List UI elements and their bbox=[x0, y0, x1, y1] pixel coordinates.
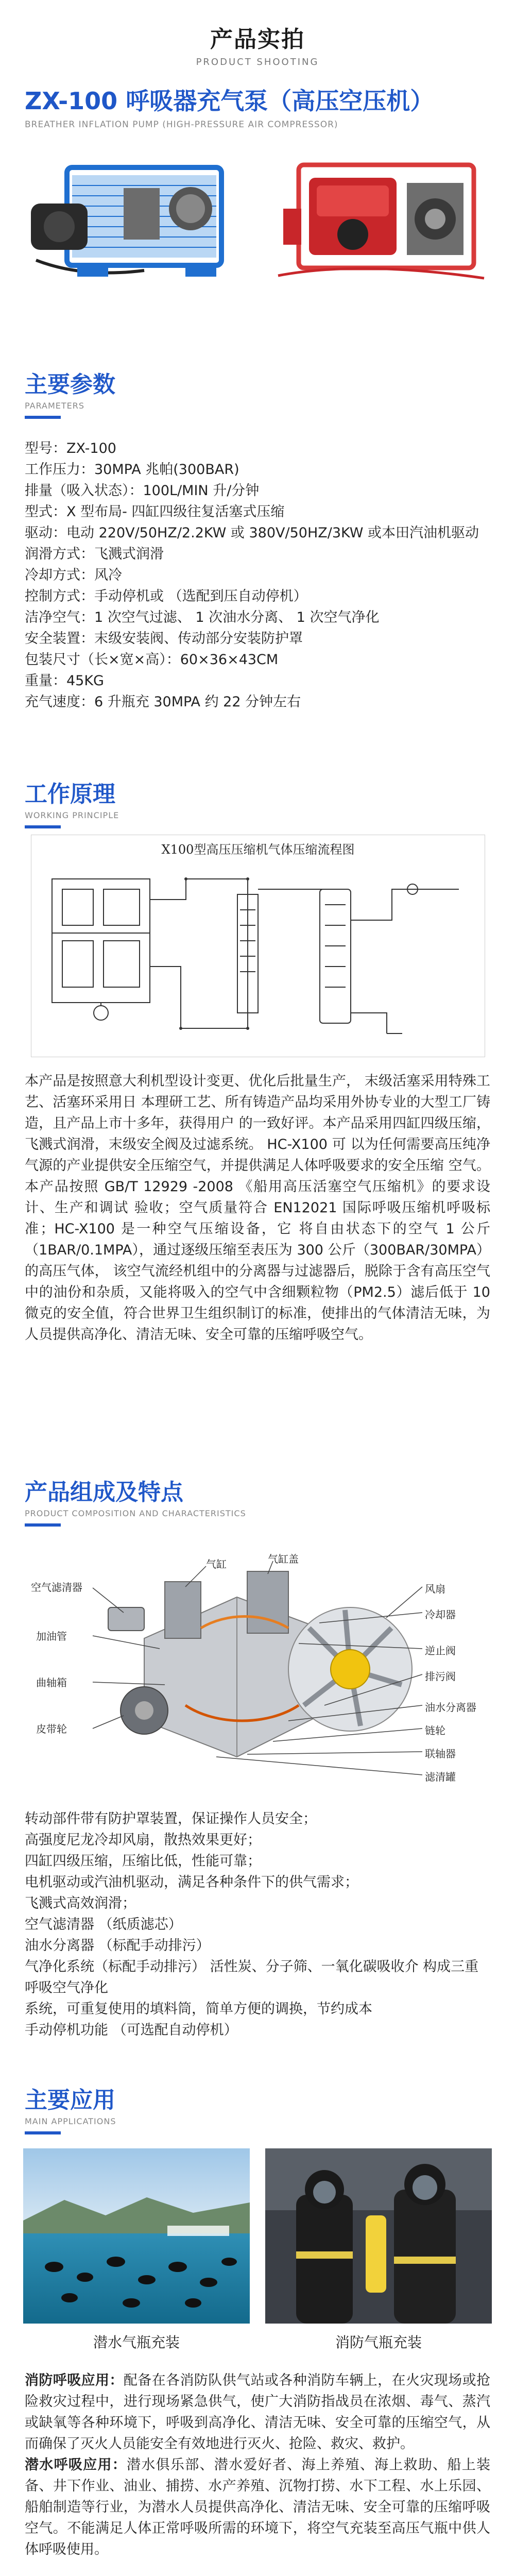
product-photo-gasoline bbox=[268, 147, 494, 286]
param-line: 润滑方式：飞溅式润滑 bbox=[25, 546, 164, 562]
composition-title-bar bbox=[25, 1523, 61, 1527]
caption-firefighting: 消防气瓶充装 bbox=[335, 2334, 422, 2351]
compressor-gasoline-image bbox=[268, 147, 494, 286]
composition-title-en: PRODUCT COMPOSITION AND CHARACTERISTICS bbox=[25, 1509, 246, 1518]
page-header bbox=[0, 21, 515, 67]
page-title: 产品实拍 bbox=[210, 26, 305, 53]
flow-diagram-drawing bbox=[31, 858, 485, 1054]
feature-line: 转动部件带有防护罩装置，保证操作人员安全； bbox=[25, 1811, 317, 1827]
principle-title: 工作原理 bbox=[25, 781, 115, 807]
product-name-en: BREATHER INFLATION PUMP (HIGH-PRESSURE AIR COMPRESSOR) bbox=[25, 120, 338, 130]
application-diving-label: 潜水呼吸应用： bbox=[25, 2457, 127, 2473]
param-line: 控制方式：手动停机或 （选配到压自动停机） bbox=[25, 588, 307, 604]
label-drain-valve: 排污阀 bbox=[425, 1670, 456, 1683]
app-photo-diving bbox=[23, 2148, 250, 2324]
feature-line: 气净化系统（标配手动排污） 活性炭、分子筛、一氧化碳吸收介 构成三重呼吸空气净化 bbox=[25, 1959, 479, 1996]
label-coupling: 联轴器 bbox=[425, 1748, 456, 1760]
compressor-electric-image bbox=[21, 147, 247, 286]
param-line: 洁净空气：1 次空气过滤、 1 次油水分离、 1 次空气净化 bbox=[25, 609, 380, 625]
label-check-valve: 逆止阀 bbox=[425, 1645, 456, 1657]
label-cooler: 冷却器 bbox=[425, 1608, 456, 1621]
params-title-bar bbox=[25, 416, 61, 419]
label-cylinder-head: 气缸盖 bbox=[268, 1553, 299, 1565]
label-fan: 风扇 bbox=[425, 1583, 445, 1595]
page-subtitle: PRODUCT SHOOTING bbox=[196, 57, 319, 67]
applications-title: 主要应用 bbox=[25, 2087, 115, 2113]
feature-line: 空气滤清器 （纸质滤芯） bbox=[25, 1917, 182, 1933]
firefighter-image bbox=[265, 2148, 492, 2324]
label-air-filter: 空气滤清器 bbox=[31, 1581, 82, 1594]
label-filter-tank: 滤清罐 bbox=[425, 1771, 456, 1783]
applications-title-en: MAIN APPLICATIONS bbox=[25, 2116, 116, 2126]
applications-section-head bbox=[0, 2081, 116, 2134]
application-fire bbox=[25, 2370, 490, 2454]
param-line: 冷却方式：风冷 bbox=[25, 567, 122, 583]
product-name: ZX-100 呼吸器充气泵（高压空压机） bbox=[25, 87, 434, 115]
label-cylinder: 气缸 bbox=[206, 1558, 227, 1570]
param-line: 排量（吸入状态）：100L/MIN 升/分钟 bbox=[25, 483, 260, 499]
diving-image bbox=[23, 2148, 250, 2324]
flow-diagram-title: X100型高压压缩机气体压缩流程图 bbox=[161, 842, 355, 857]
label-sprocket: 链轮 bbox=[425, 1724, 445, 1737]
principle-title-bar bbox=[25, 825, 61, 828]
composition-section-head bbox=[0, 1473, 246, 1527]
param-line: 型式：X 型布局- 四缸四级往复活塞式压缩 bbox=[25, 504, 285, 520]
composition-list bbox=[0, 1808, 515, 2041]
param-line: 充气速度：6 升瓶充 30MPA 约 22 分钟左右 bbox=[25, 694, 301, 710]
feature-line: 油水分离器 （标配手动排污） bbox=[25, 1938, 210, 1954]
param-line: 重量：45KG bbox=[25, 673, 104, 689]
params-list bbox=[0, 438, 515, 713]
principle-paragraph: 本产品是按照意大利机型设计变更、优化后批量生产， 末级活塞采用特殊工艺、活塞环采用日 本理研工艺、所有铸造产品均采用外协专业的大型工厂铸造，且产品上市十多年，获得用户 的一致好评。本产品采用四缸四级压缩，飞溅式润滑，末级安全阀及过滤系统。 HC-X100 可 以为任何需要高压纯净气源的产业提供安全压缩空气，并提供满足人体呼吸要求的安全压缩 空气。 本产品按照 GB/T 12929 -2008 《船用高压活塞空气压缩机》的要求设计、生产和调试 验收；空气质量符合 EN12021 国际呼吸压缩机呼吸标准；HC-X100 是一种空气压缩设备，它 将自由状态下的空气 1 公斤（1BAR/0.1MPA），通过逐级压缩至表压为 300 公斤（300BAR/30MPA）的高压气体， 该空气流经机组中的分离器与过滤器后，脱除于含有高压空气中的油份和杂质，又能将吸入的空气中含细颗粒物（PM2.5）滤后低于 10 微克的安全值，符合世界卫生组织制订的标准，使排出的气体清洁无味，为人员提供高净化、清洁无味、安全可靠的压缩呼吸空气。 bbox=[25, 1073, 490, 1343]
caption-diving: 潜水气瓶充装 bbox=[93, 2334, 180, 2351]
feature-line: 高强度尼龙冷却风扇，散热效果更好； bbox=[25, 1832, 261, 1848]
application-fire-label: 消防呼吸应用： bbox=[25, 2372, 124, 2388]
label-pulley: 皮带轮 bbox=[36, 1723, 67, 1735]
application-diving-text: 潜水俱乐部、潜水爱好者、海上养殖、海上救助、船上装备、井下作业、油业、捕捞、水产养殖、沉物打捞、水下工程、水上乐园、船舶制造等行业，为潜水人员提供高净化、清洁无味、安全可靠的压缩呼吸空气。不能满足人体正常呼吸所需的环境下，将空气充装至高压气瓶中供人体呼吸使用。 bbox=[25, 2457, 491, 2557]
feature-line: 四缸四级压缩，压缩比低，性能可靠； bbox=[25, 1853, 261, 1869]
params-section-head bbox=[0, 366, 115, 419]
feature-line: 手动停机功能 （可选配自动停机） bbox=[25, 2022, 238, 2038]
param-line: 工作压力：30MPA 兆帕(300BAR) bbox=[25, 462, 239, 478]
application-diving bbox=[25, 2454, 490, 2560]
params-title: 主要参数 bbox=[25, 371, 115, 398]
applications-title-bar bbox=[25, 2131, 61, 2134]
label-separator: 油水分离器 bbox=[425, 1701, 476, 1714]
flow-diagram bbox=[31, 835, 485, 1057]
params-title-en: PARAMETERS bbox=[25, 401, 85, 411]
feature-line: 系统，可重复使用的填料筒，简单方便的调换，节约成本 bbox=[25, 2001, 372, 2017]
param-line: 包装尺寸（长×宽×高）：60×36×43CM bbox=[25, 652, 279, 668]
feature-line: 电机驱动或汽油机驱动，满足各种条件下的供气需求； bbox=[25, 1874, 358, 1890]
param-line: 安全装置：末级安装阀、传动部分安装防护罩 bbox=[25, 631, 303, 647]
composition-title: 产品组成及特点 bbox=[25, 1479, 183, 1505]
compressor-exploded-view bbox=[31, 1551, 484, 1798]
product-photo-electric bbox=[21, 147, 247, 286]
app-photo-firefighting bbox=[265, 2148, 492, 2324]
param-line: 型号：ZX-100 bbox=[25, 440, 116, 456]
composition-diagram bbox=[31, 1551, 484, 1798]
feature-line: 飞溅式高效润滑； bbox=[25, 1895, 136, 1911]
label-crankcase: 曲轴箱 bbox=[36, 1676, 67, 1689]
principle-title-en: WORKING PRINCIPLE bbox=[25, 810, 119, 820]
applications-text bbox=[0, 2370, 515, 2560]
application-fire-text: 配备在各消防队供气站或各种消防车辆上，在火灾现场或抢险救灾过程中，进行现场紧急供气，使广大消防指战员在浓烟、毒气、蒸汽或缺氧等各种环境下，呼吸到高净化、清洁无味、安全可靠的压缩空气，从而确保了灭火人员能安全有效地进行灭火、抢险、救灾、救护。 bbox=[25, 2372, 490, 2452]
principle-section-head bbox=[0, 775, 119, 828]
product-name-block bbox=[0, 82, 515, 130]
label-oil-pipe: 加油管 bbox=[36, 1630, 67, 1642]
principle-paragraph-wrap bbox=[0, 1071, 515, 1345]
param-line: 驱动：电动 220V/50HZ/2.2KW 或 380V/50HZ/3KW 或本田汽油机驱动 bbox=[25, 525, 479, 541]
